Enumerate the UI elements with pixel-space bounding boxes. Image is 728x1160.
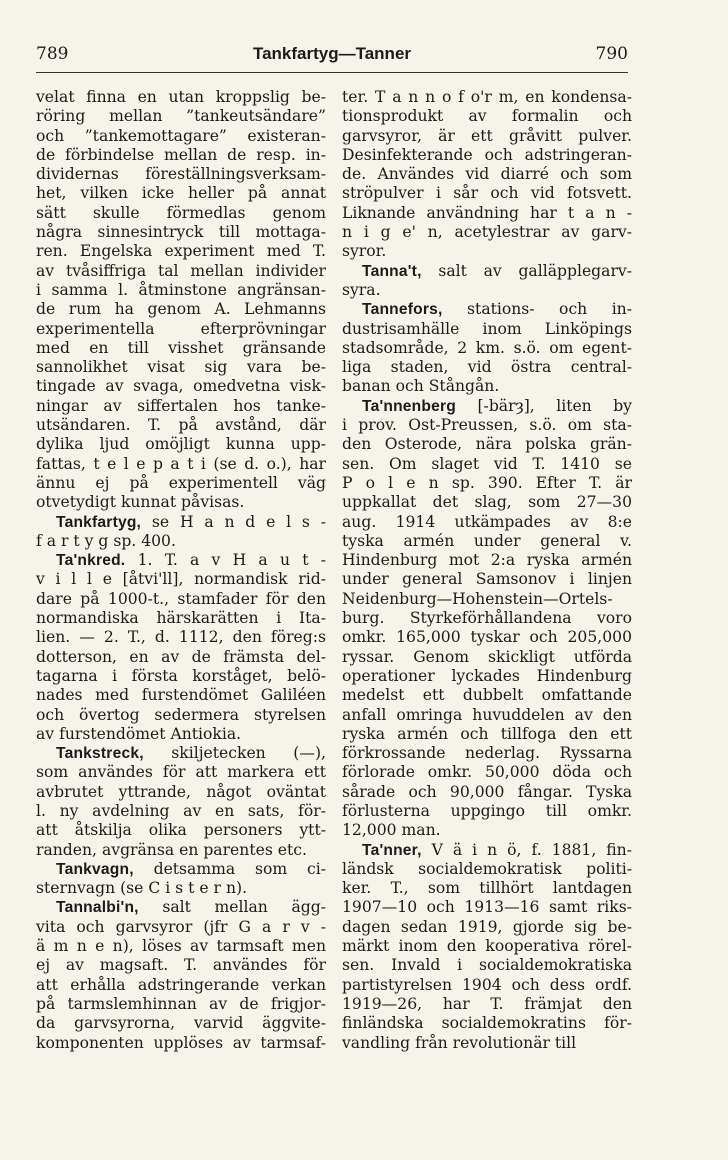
entry-headword: Tankfartyg, — [56, 513, 142, 531]
line-text: att åtskilja olika personers ytt- — [36, 821, 326, 840]
text-line — [36, 841, 326, 860]
text-line — [36, 879, 326, 898]
text-line — [342, 184, 632, 203]
text-line — [36, 667, 326, 686]
line-text: ter. T a n n o f o'r m, en kondensa- — [342, 88, 632, 106]
text-line — [36, 609, 326, 628]
line-text: fattas, t e l e p a t i (se d. o.), har — [36, 454, 326, 473]
text-line — [342, 860, 632, 879]
text-line — [36, 551, 326, 570]
line-text: uppkallat det slag, som 27—30 — [342, 493, 632, 512]
line-text: ännu ej på experimentell väg — [36, 473, 326, 492]
running-title: Tankfartyg—Tanner — [252, 44, 412, 63]
text-line — [36, 88, 326, 107]
text-line — [36, 184, 326, 203]
line-text: dotterson, en av de främsta del- — [36, 647, 326, 666]
text-line — [36, 397, 326, 416]
line-text: het, vilken icke heller på annat — [36, 184, 326, 203]
line-text: 1907—10 och 1913—16 samt riks- — [342, 898, 632, 917]
entry-headword: Tankvagn, — [56, 860, 134, 878]
line-text: medelst ett dubbelt omfattande — [342, 686, 632, 705]
line-text: dylika ljud omöjligt kunna upp- — [36, 435, 326, 454]
line-text: salt mellan ägg- — [138, 898, 326, 917]
text-line — [36, 513, 326, 532]
line-text: ryssar. Genom skickligt utförda — [342, 647, 632, 666]
line-text: da garvsyrorna, varvid äggvite- — [36, 1014, 326, 1033]
line-text: sternvagn (se C i s t e r n). — [36, 879, 248, 898]
page-number-right: 790 — [595, 44, 628, 64]
line-text: dare på 1000-t., stamfader för den — [36, 589, 326, 608]
line-text: sen. Om slaget vid T. 1410 se — [342, 454, 632, 473]
line-text: tyska armén under general v. — [342, 531, 632, 550]
text-line — [342, 204, 632, 223]
text-line — [342, 493, 632, 512]
line-text: P o l e n sp. 390. Efter T. är — [342, 473, 632, 492]
text-line — [342, 435, 632, 454]
text-line — [36, 339, 326, 358]
line-text: i prov. Ost-Preussen, s.ö. om sta- — [342, 416, 632, 435]
text-line — [36, 455, 326, 474]
text-line — [342, 725, 632, 744]
text-line — [36, 1014, 326, 1033]
line-text: omkr. 165,000 tyskar och 205,000 — [342, 628, 632, 647]
line-text: syra. — [342, 280, 381, 299]
line-text: experimentella efterprövningar — [36, 319, 326, 338]
text-line — [36, 281, 326, 300]
text-line — [342, 146, 632, 165]
line-text: röring mellan ”tankeutsändare” — [36, 107, 326, 126]
text-line — [36, 802, 326, 821]
line-text: Desinfekterande och adstringeran- — [342, 145, 632, 164]
text-line — [342, 937, 632, 956]
text-line — [36, 320, 326, 339]
text-line — [342, 377, 632, 396]
text-line — [36, 590, 326, 609]
text-line — [36, 995, 326, 1014]
text-line — [36, 532, 326, 551]
line-text: banan och Stångån. — [342, 377, 500, 396]
text-line — [36, 127, 326, 146]
page-header — [36, 44, 628, 72]
line-text: vandling från revolutionär till — [342, 1033, 577, 1052]
line-text: tagarna i första korståget, belö- — [36, 666, 326, 685]
text-line — [36, 783, 326, 802]
text-line — [36, 204, 326, 223]
text-line — [36, 474, 326, 493]
entry-headword: Ta'nkred. — [56, 552, 126, 570]
text-line — [36, 821, 326, 840]
entry-headword: Tanna't, — [362, 262, 422, 280]
text-line — [36, 416, 326, 435]
line-text: syror. — [342, 242, 387, 261]
line-text: dividernas föreställningsverksam- — [36, 165, 326, 184]
line-text: skiljetecken (—), — [143, 744, 326, 763]
text-line — [342, 841, 632, 860]
line-text: dagen sedan 1919, gjorde sig be- — [342, 917, 632, 936]
line-text: ä m n e n), löses av tarmsaft men — [36, 937, 326, 956]
text-line — [342, 956, 632, 975]
text-line — [342, 995, 632, 1014]
text-line — [342, 165, 632, 184]
line-text: ningar av siffertalen hos tanke- — [36, 396, 326, 415]
line-text: Neidenburg—Hohenstein—Ortels- — [342, 589, 613, 608]
text-line — [36, 628, 326, 647]
text-line — [36, 725, 326, 744]
line-text: och ”tankemottagare” existeran- — [36, 126, 326, 145]
left-column — [36, 88, 326, 1053]
text-line — [342, 783, 632, 802]
line-text: 1. T. a v H a u t - — [125, 551, 326, 570]
line-text: sårade och 90,000 fångar. Tyska — [342, 782, 632, 801]
line-text: tionsprodukt av formalin och — [342, 107, 632, 126]
line-text: partistyrelsen 1904 och dess ordf. — [342, 975, 632, 994]
line-text: [-bärȝ], liten by — [456, 396, 632, 415]
line-text: de. Användes vid diarré och som — [342, 165, 632, 184]
line-text: under general Samsonov i linjen — [342, 570, 632, 589]
text-line — [342, 416, 632, 435]
line-text: salt av galläpplegarv- — [421, 261, 632, 280]
text-line — [342, 821, 632, 840]
text-line — [342, 88, 632, 107]
line-text: 1919—26, har T. främjat den — [342, 994, 632, 1013]
text-line — [342, 127, 632, 146]
entry-headword: Tankstreck, — [56, 745, 144, 763]
line-text: V ä i n ö, f. 1881, fin- — [421, 840, 632, 859]
text-line — [36, 1034, 326, 1053]
text-line — [342, 686, 632, 705]
line-text: se H a n d e l s - — [141, 512, 326, 531]
line-text: f a r t y g sp. 400. — [36, 531, 176, 550]
text-line — [342, 474, 632, 493]
text-line — [342, 532, 632, 551]
text-line — [342, 667, 632, 686]
text-line — [342, 551, 632, 570]
line-text: v i l l e [åtvi'll], normandisk rid- — [36, 570, 326, 589]
line-text: dustrisamhälle inom Linköpings — [342, 319, 632, 338]
line-text: ländsk socialdemokratisk politi- — [342, 859, 632, 878]
line-text: förlorade omkr. 50,000 döda och — [342, 763, 632, 782]
text-line — [342, 570, 632, 589]
line-text: att erhålla adstringerande verkan — [36, 975, 326, 994]
right-column — [342, 88, 632, 1053]
line-text: av furstendömet Antiokia. — [36, 724, 242, 743]
line-text: ker. T., som tillhört lantdagen — [342, 879, 632, 898]
text-line — [342, 802, 632, 821]
entry-headword: Tannefors, — [362, 301, 443, 319]
text-line — [36, 570, 326, 589]
line-text: Hindenburg mot 2:a ryska armén — [342, 551, 632, 570]
text-line — [36, 956, 326, 975]
text-line — [342, 242, 632, 261]
text-line — [36, 686, 326, 705]
line-text: lien. — 2. T., d. 1112, den föreg:s — [36, 628, 326, 647]
line-text: några sinnesintryck till mottaga- — [36, 223, 326, 242]
line-text: randen, avgränsa en parentes etc. — [36, 840, 307, 859]
line-text: l. ny avdelning av en sats, för- — [36, 801, 326, 820]
entry-headword: Ta'nnenberg — [362, 397, 456, 415]
text-line — [342, 763, 632, 782]
text-line — [36, 146, 326, 165]
line-text: med en till visshet gränsande — [36, 338, 326, 357]
line-text: av tvåsiffriga tal mellan individer — [36, 261, 326, 280]
text-line — [36, 300, 326, 319]
text-line — [36, 435, 326, 454]
line-text: sätt skulle förmedlas genom — [36, 203, 326, 222]
line-text: de förbindelse mellan de resp. in- — [36, 145, 326, 164]
text-line — [342, 107, 632, 126]
text-line — [36, 918, 326, 937]
text-line — [342, 339, 632, 358]
text-line — [36, 976, 326, 995]
text-line — [342, 320, 632, 339]
text-line — [342, 513, 632, 532]
entry-headword: Tannalbi'n, — [56, 899, 139, 917]
text-line — [342, 358, 632, 377]
text-line — [342, 300, 632, 319]
line-text: burg. Styrkeförhållandena voro — [342, 609, 632, 628]
text-line — [36, 937, 326, 956]
line-text: sannolikhet visat sig vara be- — [36, 358, 326, 377]
page-number-left: 789 — [36, 44, 69, 64]
line-text: avbrutet yttrande, något oväntat — [36, 782, 326, 801]
text-line — [342, 262, 632, 281]
text-line — [36, 648, 326, 667]
line-text: utsändaren. T. på avstånd, där — [36, 416, 326, 435]
text-line — [342, 1014, 632, 1033]
line-text: komponenten upplöses av tarmsaf- — [36, 1033, 326, 1052]
text-line — [342, 609, 632, 628]
line-text: vita och garvsyror (jfr G a r v - — [36, 917, 326, 936]
line-text: aug. 1914 utkämpades av 8:e — [342, 512, 632, 531]
line-text: den Osterode, nära polska grän- — [342, 435, 632, 454]
line-text: operationer lyckades Hindenburg — [342, 666, 632, 685]
line-text: detsamma som ci- — [133, 859, 326, 878]
line-text: förlusterna uppgingo till omkr. — [342, 801, 632, 820]
line-text: sen. Invald i socialdemokratiska — [342, 956, 632, 975]
line-text: n i g e' n, acetylestrar av garv- — [342, 223, 632, 242]
text-line — [342, 706, 632, 725]
text-line — [342, 397, 632, 416]
text-line — [342, 976, 632, 995]
line-text: som användes för att markera ett — [36, 763, 326, 782]
line-text: tingade av svaga, omedvetna visk- — [36, 377, 326, 396]
text-line — [342, 648, 632, 667]
text-line — [36, 242, 326, 261]
line-text: garvsyror, är ett gråvitt pulver. — [342, 126, 632, 145]
line-text: ej av magsaft. T. användes för — [36, 956, 326, 975]
line-text: ströpulver i sår och vid fotsvett. — [342, 184, 632, 203]
line-text: liga staden, vid östra central- — [342, 358, 632, 377]
text-line — [36, 763, 326, 782]
text-line — [36, 165, 326, 184]
line-text: stadsområde, 2 km. s.ö. om egent- — [342, 338, 632, 357]
entry-headword: Ta'nner, — [362, 841, 422, 859]
text-line — [342, 455, 632, 474]
text-line — [342, 879, 632, 898]
text-line — [342, 628, 632, 647]
text-line — [36, 223, 326, 242]
line-text: 12,000 man. — [342, 821, 441, 840]
line-text: nades med furstendömet Galiléen — [36, 686, 326, 705]
text-line — [342, 918, 632, 937]
line-text: normandiska härskarätten i Ita- — [36, 609, 326, 628]
line-text: ren. Engelska experiment med T. — [36, 242, 326, 261]
text-line — [36, 744, 326, 763]
line-text: de rum ha genom A. Lehmanns — [36, 300, 326, 319]
text-line — [342, 744, 632, 763]
text-line — [36, 706, 326, 725]
text-line — [342, 281, 632, 300]
line-text: i samma l. åtminstone angränsan- — [36, 280, 326, 299]
text-line — [36, 898, 326, 917]
line-text: otvetydigt kunnat påvisas. — [36, 493, 245, 512]
text-line — [36, 358, 326, 377]
header-rule — [36, 72, 628, 73]
line-text: stations- och in- — [442, 300, 632, 319]
text-line — [36, 107, 326, 126]
line-text: och övertog sedermera styrelsen — [36, 705, 326, 724]
text-line — [342, 898, 632, 917]
line-text: ryska armén och tillfoga den ett — [342, 724, 632, 743]
text-line — [342, 1034, 632, 1053]
line-text: finländska socialdemokratins för- — [342, 1014, 632, 1033]
line-text: velat finna en utan kroppslig be- — [36, 88, 326, 106]
line-text: anfall omringa huvuddelen av den — [342, 705, 632, 724]
text-line — [36, 262, 326, 281]
line-text: på tarmslemhinnan av de frigjor- — [36, 994, 326, 1013]
text-line — [342, 223, 632, 242]
line-text: förkrossande nederlag. Ryssarna — [342, 744, 632, 763]
text-line — [342, 590, 632, 609]
text-line — [36, 377, 326, 396]
text-line — [36, 493, 326, 512]
text-line — [36, 860, 326, 879]
line-text: märkt inom den kooperativa rörel- — [342, 937, 632, 956]
line-text: Liknande användning har t a n - — [342, 203, 632, 222]
